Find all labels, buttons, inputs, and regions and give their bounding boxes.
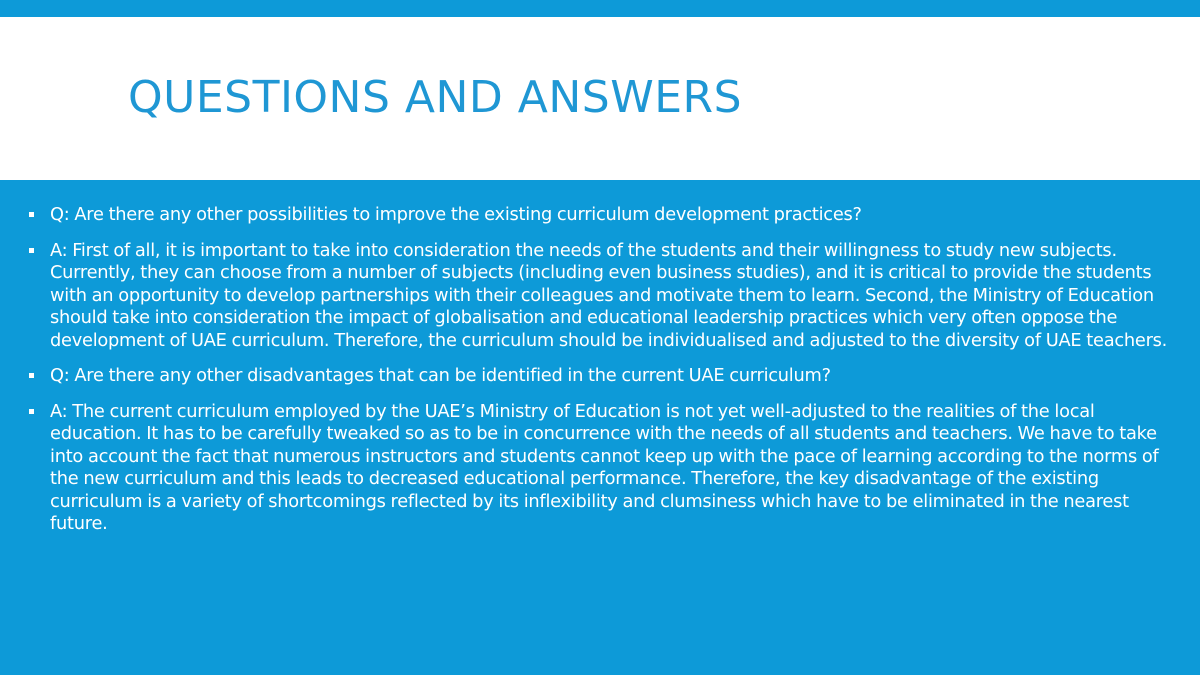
content-panel	[0, 180, 1200, 675]
answer-bullet-2	[28, 401, 1168, 536]
top-accent-band	[0, 0, 1200, 17]
bullet-text: Q: Are there any other disadvantages that can be identified in the current UAE curriculum?	[50, 365, 831, 386]
bullet-text: A: First of all, it is important to take into consideration the needs of the students and their willingness to study new subjects. Currently, they can choose from a number of subjects (including even business studies), and it is critical to provide the students with an opportunity to develop partnerships with their colleagues and motivate them to learn. Second, the Ministry of Education should take into consideration the impact of globalisation and educational leadership practices which very often oppose the development of UAE curriculum. Therefore, the curriculum should be individualised and adjusted to the diversity of UAE teachers.	[50, 239, 1168, 351]
bullet-text: Q: Are there any other possibilities to improve the existing curriculum development practices?	[50, 204, 862, 225]
square-bullet-icon	[29, 409, 34, 414]
square-bullet-icon	[29, 212, 34, 217]
square-bullet-icon	[29, 248, 34, 253]
question-bullet-2	[28, 365, 1168, 388]
square-bullet-icon	[29, 373, 34, 378]
answer-bullet-1	[28, 240, 1168, 353]
slide-title: QUESTIONS AND ANSWERS	[128, 72, 743, 123]
bullet-text: A: The current curriculum employed by the UAE’s Ministry of Education is not yet well-adjusted to the realities of the local education. It has to be carefully tweaked so as to be in concurrence with the needs of all students and teachers. We have to take into account the fact that numerous instructors and students cannot keep up with the pace of learning according to the norms of the new curriculum and this leads to decreased educational performance. Therefore, the key disadvantage of the existing curriculum is a variety of shortcomings reflected by its inflexibility and clumsiness which have to be eliminated in the nearest future.	[50, 400, 1159, 534]
bullet-list	[28, 204, 1168, 549]
question-bullet-1	[28, 204, 1168, 227]
